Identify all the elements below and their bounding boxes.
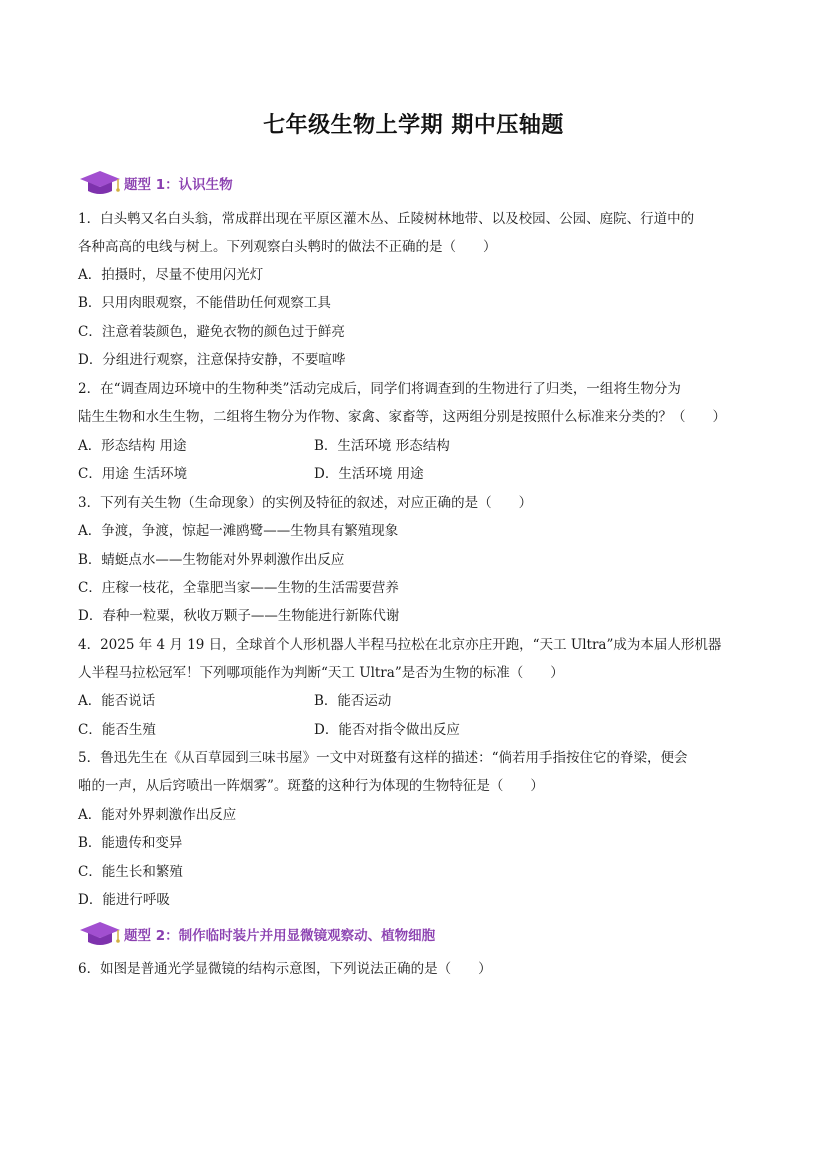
question-2-text: 2．在“调查周边环境中的生物种类”活动完成后，同学们将调查到的生物进行了归类，一组将生物分为: [78, 381, 681, 397]
q3-option-a: A．争渡，争渡，惊起一滩鸥鹭——生物具有繁殖现象: [78, 523, 399, 539]
section-header-1: [78, 167, 233, 199]
question-4-text: 4．2025 年 4 月 19 日，全球首个人形机器人半程马拉松在北京亦庄开跑，“天工 Ultra”成为本届人形机器: [78, 637, 722, 653]
question-5-text-cont: 啪的一声，从后窍喷出一阵烟雾”。斑蝥的这种行为体现的生物特征是（ ）: [78, 778, 544, 794]
section-header-2: [78, 918, 435, 950]
question-6-text: 6．如图是普通光学显微镜的结构示意图，下列说法正确的是（ ）: [78, 961, 492, 977]
question-2-text-cont: 陆生生物和水生生物，二组将生物分为作物、家禽、家畜等，这两组分别是按照什么标准来分类的？（ ）: [78, 409, 726, 425]
q2-option-b: B．生活环境 形态结构: [314, 438, 450, 454]
q3-option-b: B．蜻蜓点水——生物能对外界刺激作出反应: [78, 552, 345, 568]
q1-option-b: B．只用肉眼观察，不能借助任何观察工具: [78, 295, 331, 311]
q5-option-b: B．能遗传和变异: [78, 835, 183, 851]
question-1-text: 1．白头鹎又名白头翁，常成群出现在平原区灌木丛、丘陵树林地带、以及校园、公园、庭院、行道中的: [78, 211, 695, 227]
page-title: 七年级生物上学期 期中压轴题: [263, 113, 564, 138]
question-5-text: 5．鲁迅先生在《从百草园到三味书屋》一文中对斑蝥有这样的描述：“倘若用手指按住它的脊梁，便会: [78, 750, 688, 766]
q5-option-d: D．能进行呼吸: [78, 892, 170, 908]
q4-option-a: A．能否说话: [78, 693, 156, 709]
q4-option-c: C．能否生殖: [78, 722, 156, 738]
q4-option-d: D．能否对指令做出反应: [314, 722, 460, 738]
question-3-text: 3．下列有关生物（生命现象）的实例及特征的叙述，对应正确的是（ ）: [78, 495, 533, 511]
q1-option-a: A．拍摄时，尽量不使用闪光灯: [78, 267, 264, 283]
question-4-text-cont: 人半程马拉松冠军！下列哪项能作为判断“天工 Ultra”是否为生物的标准（ ）: [78, 665, 564, 681]
q5-option-c: C．能生长和繁殖: [78, 864, 183, 880]
q4-option-b: B．能否运动: [314, 693, 392, 709]
q3-option-d: D．春种一粒粟，秋收万颗子——生物能进行新陈代谢: [78, 608, 400, 624]
q3-option-c: C．庄稼一枝花，全靠肥当家——生物的生活需要营养: [78, 580, 399, 596]
question-1-text-cont: 各种高高的电线与树上。下列观察白头鹎时的做法不正确的是（ ）: [78, 239, 497, 255]
q5-option-a: A．能对外界刺激作出反应: [78, 807, 237, 823]
graduation-cap-icon: [78, 918, 122, 950]
q2-option-a: A．形态结构 用途: [78, 438, 187, 454]
section-label: 题型 2：制作临时装片并用显微镜观察动、植物细胞: [124, 928, 436, 944]
graduation-cap-icon: [78, 167, 122, 199]
section-label: 题型 1：认识生物: [124, 177, 233, 193]
q2-option-d: D．生活环境 用途: [314, 466, 424, 482]
q1-option-c: C．注意着装颜色，避免衣物的颜色过于鲜亮: [78, 324, 345, 340]
q2-option-c: C．用途 生活环境: [78, 466, 188, 482]
q1-option-d: D．分组进行观察，注意保持安静，不要喧哗: [78, 352, 346, 368]
